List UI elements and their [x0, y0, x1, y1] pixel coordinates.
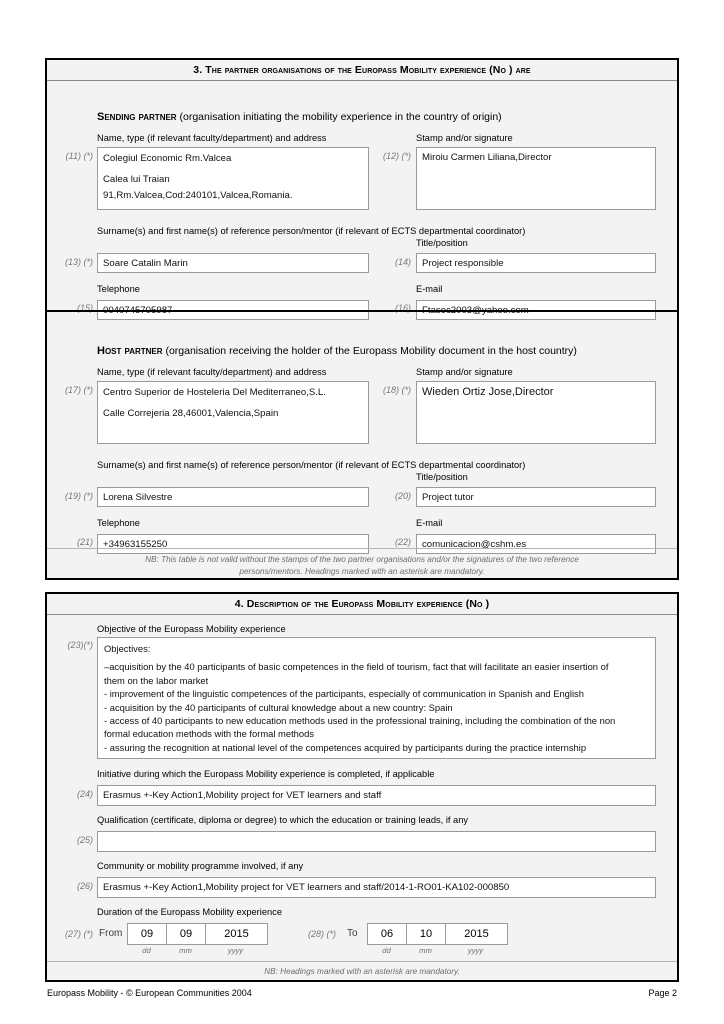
duration-from-mm-sub: mm: [179, 946, 192, 955]
host-name-number: (17) (*): [64, 385, 93, 395]
host-stamp-number: (18) (*): [382, 385, 411, 395]
sending-telephone-label: Telephone: [97, 284, 140, 294]
duration-to-yyyy[interactable]: 2015: [464, 928, 489, 940]
section-3-partner-organisations: [45, 58, 679, 580]
objective-line-3: - improvement of the linguistic competences of the participants, especially of communication in Spanish and English: [104, 688, 584, 700]
objective-line-2: them on the labor market: [104, 674, 209, 686]
programme-number: (26): [76, 881, 93, 891]
host-mentor-label: [97, 460, 525, 472]
initiative-value: Erasmus +-Key Action1,Mobility project for VET learners and staff: [103, 790, 382, 801]
host-position-field[interactable]: [416, 487, 656, 507]
section-3-note-line-1: NB: This table is not valid without the stamps of the two partner organisations and/or the signatures of the two reference: [145, 555, 579, 564]
duration-to-word: To: [347, 928, 358, 939]
sending-name-line-3: 91,Rm.Valcea,Cod:240101,Valcea,Romania.: [103, 190, 293, 201]
host-mentor-number: (19) (*): [64, 491, 93, 501]
host-partner-title-bold: Host partner: [97, 345, 163, 357]
section-4-header: [47, 594, 677, 615]
duration-to-dd[interactable]: 06: [368, 924, 407, 944]
qualification-field[interactable]: [97, 831, 656, 852]
duration-to-group[interactable]: [367, 923, 508, 945]
duration-to-mm[interactable]: 10: [407, 924, 446, 944]
sending-name-line-1: Colegiul Economic Rm.Valcea: [103, 153, 232, 164]
host-position-number: (20): [394, 491, 411, 501]
sending-mentor-label: [97, 226, 525, 238]
section-3-number: 3.: [193, 64, 203, 76]
section-3-title: The partner organisations of the Europass Mobility experience (No ) are: [205, 64, 531, 76]
duration-label: Duration of the Europass Mobility experience: [97, 907, 283, 917]
footer-page-number: Page 2: [648, 988, 677, 998]
sending-stamp-label: Stamp and/or signature: [416, 133, 513, 143]
host-stamp-value: Wieden Ortiz Jose,Director: [422, 386, 554, 398]
host-telephone-label: Telephone: [97, 518, 140, 528]
sending-mentor-number: (13) (*): [64, 257, 93, 267]
host-name-address-field[interactable]: [97, 381, 369, 444]
sending-email-number: (16): [394, 303, 411, 313]
sending-name-label: Name, type (if relevant faculty/department) and address: [97, 133, 327, 143]
host-partner-title: [97, 345, 577, 357]
section-4-description: [45, 592, 679, 982]
sending-email-value: Ftasec2003@yahoo.com: [422, 305, 529, 316]
host-mentor-label-line-1: Surname(s) and first name(s) of reference person/mentor: [97, 460, 333, 470]
host-email-field[interactable]: [416, 534, 656, 554]
sending-position-value: Project responsible: [422, 258, 504, 269]
objective-label: Objective of the Europass Mobility experience: [97, 624, 286, 634]
section-4-note-separator: [47, 961, 677, 962]
sending-name-line-2: Calea lui Traian: [103, 174, 170, 185]
host-mentor-field[interactable]: [97, 487, 369, 507]
host-stamp-label: Stamp and/or signature: [416, 367, 513, 377]
host-mentor-label-line-2: (if relevant of ECTS departmental coordinator): [335, 460, 526, 470]
duration-from-yyyy[interactable]: 2015: [224, 928, 249, 940]
host-stamp-field[interactable]: [416, 381, 656, 444]
duration-from-word: From: [99, 928, 123, 939]
duration-from-number: (27) (*): [64, 929, 93, 939]
sending-position-field[interactable]: [416, 253, 656, 273]
partner-block-divider: [47, 310, 677, 312]
sending-mentor-label-line-2: (if relevant of ECTS departmental coordinator): [335, 226, 526, 236]
qualification-number: (25): [76, 835, 93, 845]
initiative-field[interactable]: [97, 785, 656, 806]
host-partner-title-rest: (organisation receiving the holder of the Europass Mobility document in the host country): [162, 345, 577, 357]
objective-line-5: - access of 40 participants to new education methods used in the professional training, including the combination of the non: [104, 715, 616, 727]
objective-line-4: - acquisition by the 40 participants of cultural knowledge about a new country: Spain: [104, 701, 453, 713]
sending-telephone-value: 0040745705987: [103, 305, 173, 316]
objective-line-7: - assuring the recognition at national level of the competences acquired by participants during the practice internship: [104, 741, 587, 753]
host-name-line-2: Calle Correjeria 28,46001,Valencia,Spain: [103, 408, 279, 419]
sending-email-label: E-mail: [416, 284, 443, 294]
sending-position-label: Title/position: [416, 238, 468, 248]
duration-to-number: (28) (*): [307, 929, 336, 939]
footer-copyright: Europass Mobility - © European Communities 2004: [47, 988, 252, 998]
duration-to-mm-sub: mm: [419, 946, 432, 955]
host-telephone-field[interactable]: [97, 534, 369, 554]
objective-number: (23)(*): [67, 640, 93, 650]
sending-telephone-number: (15): [76, 303, 93, 313]
host-position-label: Title/position: [416, 472, 468, 482]
section-4-title: Description of the Europass Mobility experience (No ): [246, 598, 490, 610]
duration-to-dd-sub: dd: [382, 946, 391, 955]
objective-line-1: –acquisition by the 40 participants of basic competences in the field of tourism, fact that will facilitate an easier insertion of: [104, 661, 609, 673]
host-name-line-1: Centro Superior de Hosteleria Del Mediterraneo,S.L.: [103, 387, 326, 398]
sending-mentor-field[interactable]: [97, 253, 369, 273]
duration-from-dd-sub: dd: [142, 946, 151, 955]
objective-field[interactable]: [97, 637, 656, 759]
host-email-value: comunicacion@cshm.es: [422, 539, 527, 550]
host-position-value: Project tutor: [422, 492, 474, 503]
sending-partner-title: [97, 111, 502, 123]
host-email-number: (22): [394, 537, 411, 547]
programme-label: Community or mobility programme involved, if any: [97, 861, 304, 871]
duration-from-dd[interactable]: 09: [128, 924, 167, 944]
initiative-number: (24): [76, 789, 93, 799]
objective-heading: Objectives:: [104, 643, 151, 654]
sending-mentor-label-line-1: Surname(s) and first name(s) of reference person/mentor: [97, 226, 333, 236]
host-telephone-number: (21): [76, 537, 93, 547]
section-4-note: NB: Headings marked with an asterisk are mandatory.: [264, 967, 460, 976]
duration-from-yyyy-sub: yyyy: [227, 946, 244, 955]
section-3-note-line-2: persons/mentors. Headings marked with an asterisk are mandatory.: [239, 566, 485, 576]
host-mentor-value: Lorena Silvestre: [103, 492, 173, 503]
sending-stamp-field[interactable]: [416, 147, 656, 210]
duration-to-yyyy-sub: yyyy: [467, 946, 484, 955]
programme-value: Erasmus +-Key Action1,Mobility project for VET learners and staff/2014-1-RO01-KA102-000850: [103, 882, 510, 893]
host-email-label: E-mail: [416, 518, 443, 528]
sending-stamp-value: Miroiu Carmen Liliana,Director: [422, 152, 552, 163]
sending-partner-title-bold: Sending partner: [97, 111, 177, 123]
duration-from-group[interactable]: [127, 923, 268, 945]
sending-mentor-value: Soare Catalin Marin: [103, 258, 188, 269]
sending-stamp-number: (12) (*): [382, 151, 411, 161]
programme-field[interactable]: [97, 877, 656, 898]
section-3-note: [47, 554, 677, 577]
section-3-header: [47, 60, 677, 81]
sending-name-number: (11) (*): [65, 151, 93, 161]
section-3-note-separator: [47, 548, 677, 549]
host-telephone-value: +34963155250: [103, 539, 168, 550]
sending-name-address-field[interactable]: [97, 147, 369, 210]
initiative-label: Initiative during which the Europass Mobility experience is completed, if applicable: [97, 769, 435, 779]
section-4-number: 4.: [234, 598, 244, 610]
objective-line-6: formal education methods with the formal methods: [104, 728, 314, 740]
sending-position-number: (14): [394, 257, 411, 267]
qualification-label: Qualification (certificate, diploma or degree) to which the education or training leads, if any: [97, 815, 469, 825]
host-name-label: Name, type (if relevant faculty/department) and address: [97, 367, 327, 377]
duration-from-mm[interactable]: 09: [167, 924, 206, 944]
sending-partner-title-rest: (organisation initiating the mobility experience in the country of origin): [176, 111, 502, 123]
